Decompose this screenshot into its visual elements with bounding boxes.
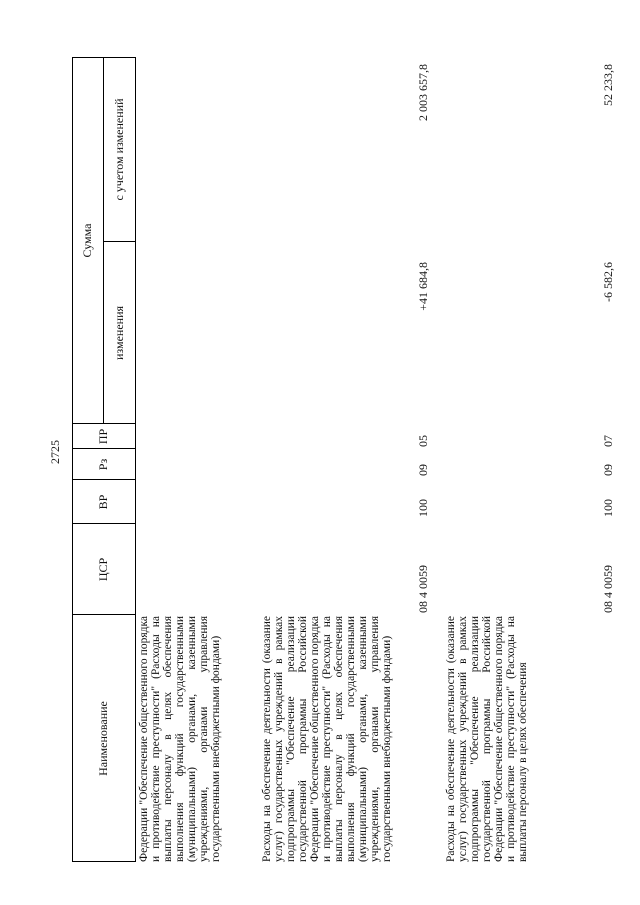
row-2-change: +41 684,8: [416, 262, 430, 311]
row-2-vr: 100: [416, 499, 430, 517]
row-1-name: Федерации "Обеспечение общественного порядка и противодействие преступности" (Расходы на выплаты персоналу в целях обеспечения выполнения функций государственными (муниципальными) органами, казенными учреждениями, органами управления государственными внебюджетными фондами): [138, 616, 222, 862]
page-number: 2725: [48, 440, 62, 464]
row-3-name: Расходы на обеспечение деятельности (оказание услуг) государственных учреждений в рамках подпрограммы "Обеспечение реализации государственной программы Российской Федерации "Обеспечение общественного порядка и противодействие преступности" (Расходы на выплаты персоналу в целях обеспечения: [445, 616, 529, 862]
row-3-rz: 09: [601, 464, 615, 476]
with-change-header: с учетом изменений: [111, 98, 126, 201]
pr-header: ПР: [96, 428, 110, 445]
name-header: Наименование: [96, 701, 110, 776]
row-3-csr: 08 4 0059: [601, 565, 615, 613]
row-2-with-change: 2 003 657,8: [416, 64, 430, 121]
row-2-csr: 08 4 0059: [416, 565, 430, 613]
sum-header: Сумма: [80, 223, 94, 258]
change-header: изменения: [111, 305, 126, 361]
vr-header: ВР: [96, 494, 110, 510]
rotated-page: [72, 57, 613, 862]
row-3-with-change: 52 233,8: [601, 64, 615, 106]
rz-header: Рз: [96, 458, 110, 471]
header-bottom-border: [135, 57, 136, 862]
row-3-pr: 07: [601, 435, 615, 447]
row-2-pr: 05: [416, 435, 430, 447]
row-3-vr: 100: [601, 499, 615, 517]
row-2-name: Расходы на обеспечение деятельности (оказание услуг) государственных учреждений в рамках подпрограммы "Обеспечение реализации государственной программы Российской Федерации "Обеспечение общественного порядка и противодействие преступности" (Расходы на выплаты персоналу в целях обеспечения выполнения функций государственными (муниципальными) органами, казенными учреждениями, органами управления государственными внебюджетными фондами): [261, 616, 393, 862]
budget-table: [72, 57, 613, 862]
row-2-rz: 09: [416, 464, 430, 476]
row-3-change: -6 582,6: [601, 262, 615, 302]
csr-header: ЦСР: [96, 557, 110, 582]
